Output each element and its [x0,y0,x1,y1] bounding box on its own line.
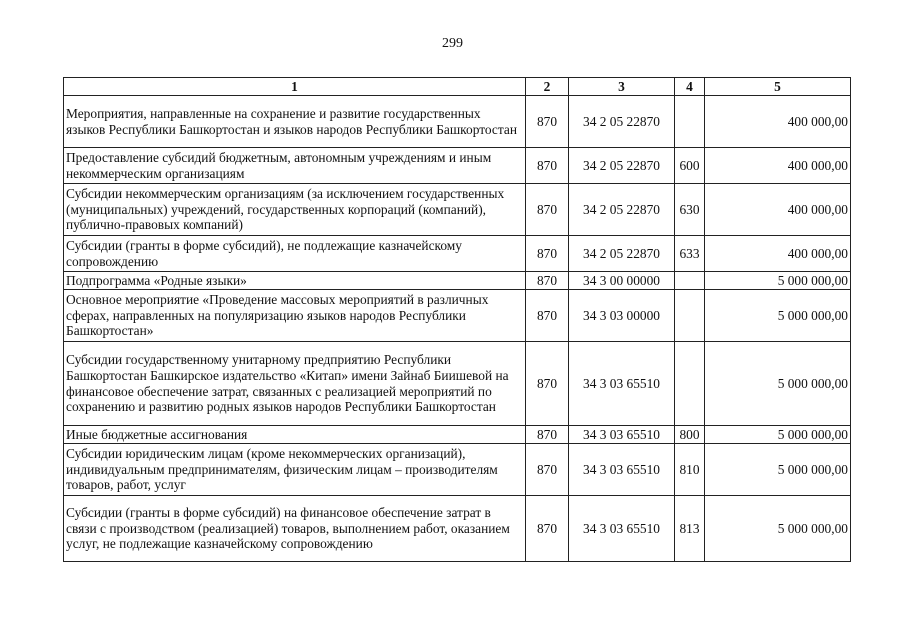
table-row [64,496,851,562]
table-body [64,96,851,562]
table-row [64,148,851,184]
row-vr: 630 [675,184,705,236]
header-col-1: 1 [64,78,526,96]
row-amount: 5 000 000,00 [705,444,851,496]
row-csr: 34 2 05 22870 [569,96,675,148]
row-amount: 400 000,00 [705,236,851,272]
row-name: Основное мероприятие «Проведение массовых мероприятий в различных сферах, направленных на популяризацию языков народов Республики Башкортостан» [64,290,526,342]
row-ved: 870 [526,444,569,496]
table-row [64,272,851,290]
row-amount: 5 000 000,00 [705,272,851,290]
row-vr: 813 [675,496,705,562]
row-csr: 34 3 03 65510 [569,426,675,444]
row-name: Мероприятия, направленные на сохранение и развитие государственных языков Республики Башкортостан и языков народов Республики Башкортостан [64,96,526,148]
row-vr [675,272,705,290]
table-row [64,184,851,236]
row-csr: 34 2 05 22870 [569,184,675,236]
row-amount: 5 000 000,00 [705,496,851,562]
row-name: Субсидии (гранты в форме субсидий) на финансовое обеспечение затрат в связи с производством (реализацией) товаров, выполнением работ, оказанием услуг, не подлежащие казначейскому сопровождению [64,496,526,562]
row-vr: 600 [675,148,705,184]
row-name: Субсидии (гранты в форме субсидий), не подлежащие казначейскому сопровождению [64,236,526,272]
row-name: Субсидии государственному унитарному предприятию Республики Башкортостан Башкирское издательство «Китап» имени Зайнаб Биишевой на финансовое обеспечение затрат, связанных с реализацией мероприятий по сохранению и развитию родных языков народов Республики Башкортостан [64,342,526,426]
table-row [64,236,851,272]
row-csr: 34 2 05 22870 [569,148,675,184]
table-row [64,342,851,426]
row-ved: 870 [526,426,569,444]
table-row [64,426,851,444]
row-vr [675,290,705,342]
row-name: Иные бюджетные ассигнования [64,426,526,444]
header-col-2: 2 [526,78,569,96]
budget-table [63,77,851,562]
row-csr: 34 3 03 65510 [569,496,675,562]
row-ved: 870 [526,342,569,426]
table-row [64,96,851,148]
table-header [64,78,851,96]
table-row [64,444,851,496]
header-col-3: 3 [569,78,675,96]
table-row [64,290,851,342]
row-vr: 633 [675,236,705,272]
row-amount: 5 000 000,00 [705,426,851,444]
row-name: Субсидии юридическим лицам (кроме некоммерческих организаций), индивидуальным предпринимателям, физическим лицам – производителям товаров, работ, услуг [64,444,526,496]
row-ved: 870 [526,496,569,562]
row-ved: 870 [526,272,569,290]
row-csr: 34 3 03 65510 [569,444,675,496]
row-amount: 5 000 000,00 [705,290,851,342]
row-ved: 870 [526,184,569,236]
row-ved: 870 [526,236,569,272]
row-name: Субсидии некоммерческим организациям (за исключением государственных (муниципальных) учреждений, государственных корпораций (компаний), публично-правовых компаний) [64,184,526,236]
row-vr: 810 [675,444,705,496]
row-amount: 400 000,00 [705,184,851,236]
row-amount: 400 000,00 [705,96,851,148]
page-number: 299 [442,36,463,51]
row-name: Подпрограмма «Родные языки» [64,272,526,290]
row-vr: 800 [675,426,705,444]
row-vr [675,342,705,426]
row-csr: 34 3 03 00000 [569,290,675,342]
row-csr: 34 3 03 65510 [569,342,675,426]
row-ved: 870 [526,96,569,148]
row-amount: 5 000 000,00 [705,342,851,426]
row-ved: 870 [526,148,569,184]
header-row [64,78,851,96]
row-csr: 34 2 05 22870 [569,236,675,272]
header-col-4: 4 [675,78,705,96]
row-csr: 34 3 00 00000 [569,272,675,290]
row-ved: 870 [526,290,569,342]
row-vr [675,96,705,148]
header-col-5: 5 [705,78,851,96]
row-amount: 400 000,00 [705,148,851,184]
row-name: Предоставление субсидий бюджетным, автономным учреждениям и иным некоммерческим организациям [64,148,526,184]
